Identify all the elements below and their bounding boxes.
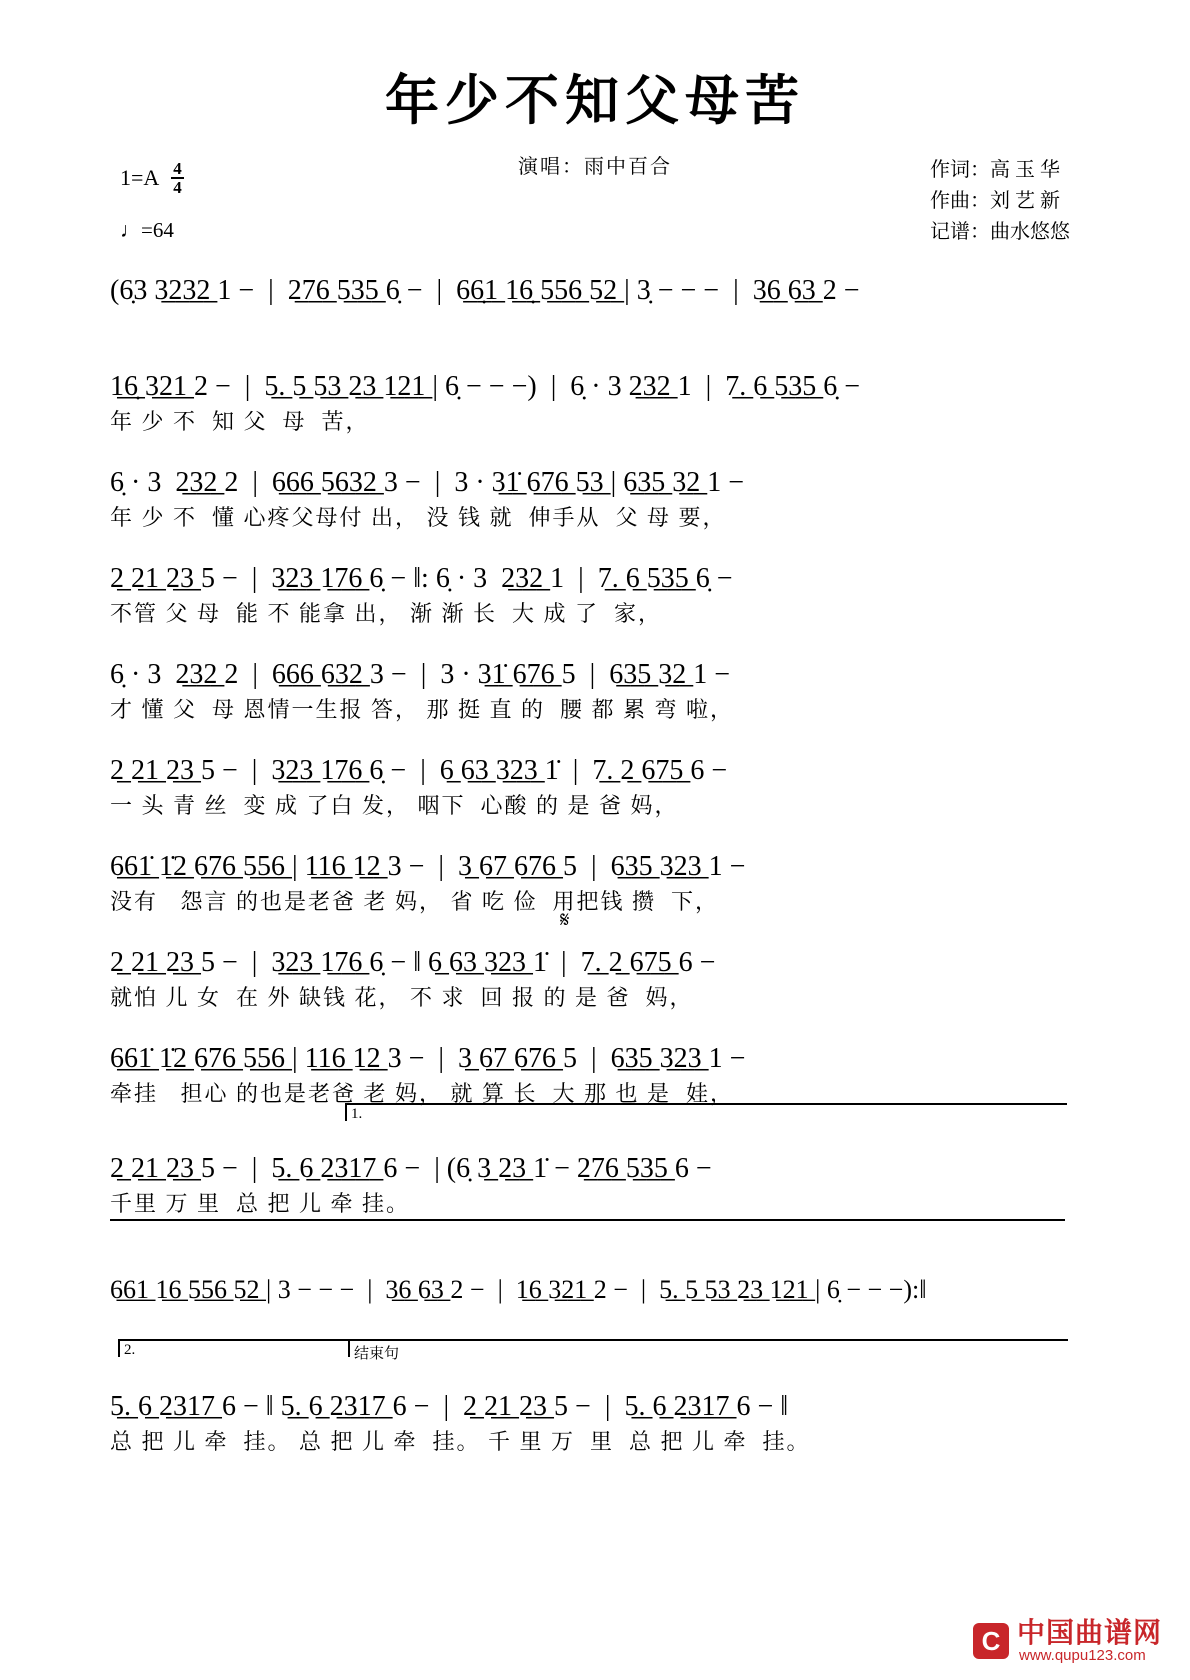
time-signature-denominator: 4 [173,178,182,197]
credits-block [930,155,1070,248]
score-line [0,639,1190,735]
singer-credit: 演唱：雨中百合 [518,156,672,178]
lyric-row: 没有 怨言 的也是老爸 老 妈， 省 吃 俭 用把钱 攒 下， [110,889,720,914]
score-line [0,1339,1190,1454]
note-row: 2̲ 2̲1̲ 2̲3̲ 5 − | 5̲.̲ 6̲ 2̲3̲1̲7̲ 6 − | (6̣ 3̲ 2̲3̲ 1̇ − 2̲7̲6̲ 5̲3̲5̲ 6 − [110,1153,712,1184]
notator-credit: 记谱：曲水悠悠 [930,221,1070,243]
ending-label: 结束句 [354,1346,400,1362]
site-watermark [973,1619,1162,1664]
note-row: 6̲6̲1̲̇ 1̲̇2̲ 6̲7̲6̲ 5̲5̲6̲ | 1̲1̲6̲ 1̲2̲ 3 − | 3̲ 6̲7̲ 6̲7̲6̲ 5 | 6̲3̲5̲ 3̲2̲3̲ 1 − [110,851,746,882]
lyric-row [110,309,1085,343]
lyric-row: 千里 万 里 总 把 儿 牵 挂。 [110,1191,411,1216]
logo-icon: C [973,1623,1009,1659]
score-line [0,351,1190,447]
site-name: 中国曲谱网 [1016,1617,1162,1649]
lyric-row: 年 少 不 知 父 母 苦， [110,409,370,434]
note-row: (6̣3 3̲2̲3̲2̲ 1 − | 2̲7̲6̲ 5̲3̲5̲ 6̣ − | 6̲6̣̲1̲ 1̲6̣̲ 5̲5̲6̲ 5̲2̲ | 3̣ − − − | 3̲6̲ 6̲3̲ 2 − [110,275,860,306]
lyric-row: 不管 父 母 能 不 能拿 出， 渐 渐 长 大 成 了 家， [110,601,663,626]
key-tempo-block [120,160,184,243]
note-row: 6̲6̲1̲̇ 1̲̇2̲ 6̲7̲6̲ 5̲5̲6̲ | 1̲1̲6̲ 1̲2̲ 3 − | 3̲ 6̲7̲ 6̲7̲6̲ 5 | 6̲3̲5̲ 3̲2̲3̲ 1 − [110,1043,746,1074]
score-line [0,255,1190,351]
volta-bracket-2 [118,1339,350,1357]
lyric-row: 就怕 儿 女 在 外 缺钱 花， 不 求 回 报 的 是 爸 妈， [110,985,694,1010]
composer-credit: 作曲：刘 艺 新 [930,190,1060,212]
score-line [0,735,1190,831]
note-row: 5̲.̲ 6̲ 2̲3̲1̲7̲ 6 − ‖ 5̲.̲ 6̲ 2̲3̲1̲7̲ 6 − | 2̲ 2̲1̲ 2̲3̲ 5 − | 5̲.̲ 6̲ 2̲3̲1̲7̲ 6 − ‖ [110,1391,789,1422]
volta-label-1: 1. [351,1106,363,1122]
lyric-row [110,1307,1085,1341]
note-row: 6̲6̲1̲ 1̲6̲ 5̲5̲6̲ 5̲2̲ | 3 − − − | 3̲6̲ 6̲3̲ 2 − | 1̲6̲ 3̲2̲1̲ 2 − | 5̲.̲ 5̲ 5̲3̲ 2̲3̲ 1̲2̲1̲ | 6̣ − − −):‖ [110,1275,927,1304]
key-signature: 1=A [120,165,160,190]
score-line [0,831,1190,927]
score-line [0,1106,1190,1229]
score-body [0,255,1190,1454]
time-signature [171,160,184,196]
lyric-row: 才 懂 父 母 恩情一生报 答， 那 挺 直 的 腰 都 累 弯 啦， [110,697,735,722]
page-title: 年少不知父母苦 [385,68,805,132]
score-line [0,907,1190,1023]
note-row: 2̲ 2̲1̲ 2̲3̲ 5 − | 3̲2̲3̲ 1̲7̲6̲ 6̣ − | 6̲ 6̲3̲ 3̲2̲3̲ 1̇ | 7̲.̲ 2̲ 6̲7̲5̲ 6 − [110,755,728,786]
note-row: 2̲ 2̲1̲ 2̲3̲ 5 − | 3̲2̲3̲ 1̲7̲6̲ 6̣ − ‖: 6̣ · 3 2̲3̲2̲ 1 | 7̲.̲ 6̲ 5̲3̲5̲ 6̣ − [110,563,733,594]
lyric-row: 总 把 儿 牵 挂。 总 把 儿 牵 挂。 千 里 万 里 总 把 儿 牵 挂。 [110,1429,811,1454]
score-line [0,447,1190,543]
note-row: 1̲6̣̲ 3̲2̲1̲ 2 − | 5̲.̲ 5̲ 5̲3̲ 2̲3̲ 1̲2̲1̲ | 6̣ − − −) | 6̣ · 3 2̲3̲2̲ 1 | 7̲.̲ 6̲ 5̲3̲5̲ 6̣ − [110,371,861,402]
time-signature-numerator: 4 [173,159,182,178]
lyric-row: 一 头 青 丝 变 成 了白 发， 咽下 心酸 的 是 爸 妈， [110,793,679,818]
volta-bracket-1 [345,1103,1067,1121]
site-url: www.qupu123.com [1018,1647,1146,1665]
score-line [0,1229,1190,1339]
lyricist-credit: 作词：高 玉 华 [930,159,1060,181]
note-row: 2̲ 2̲1̲ 2̲3̲ 5 − | 3̲2̲3̲ 1̲7̲6̲ 6̣ − ‖ 6̲ 6̲3̲ 3̲2̲3̲ 1̇ | 7̲.̲ 2̲ 6̲7̲5̲ 6 − [110,947,716,978]
ending-bracket [348,1339,1068,1362]
segno-sign: 𝄋 [560,907,570,932]
lyric-row: 年 少 不 懂 心疼父母付 出， 没 钱 就 伸手从 父 母 要， [110,505,727,530]
note-row: 6̣ · 3 2̲3̲2̲ 2 | 6̲6̲6̲ 5̲6̲3̲2̲ 3 − | 3 · 3̲1̲̇ 6̲7̲6̲ 5̲3̲ | 6̲3̲5̲ 3̲2̲ 1 − [110,467,745,498]
volta-bracket-1-continued [110,1219,1065,1237]
volta-label-2: 2. [124,1342,136,1358]
lyric-row: 牵挂 担心 的也是老爸 老 妈， 就 算 长 大 那 也 是 娃， [110,1081,735,1106]
score-line [0,543,1190,639]
tempo-marking: ♩=64 [120,218,174,242]
note-row: 6̣ · 3 2̲3̲2̲ 2 | 6̲6̲6̲ 6̲3̲2̲ 3 − | 3 · 3̲1̲̇ 6̲7̲6̲ 5 | 6̲3̲5̲ 3̲2̲ 1 − [110,659,731,690]
